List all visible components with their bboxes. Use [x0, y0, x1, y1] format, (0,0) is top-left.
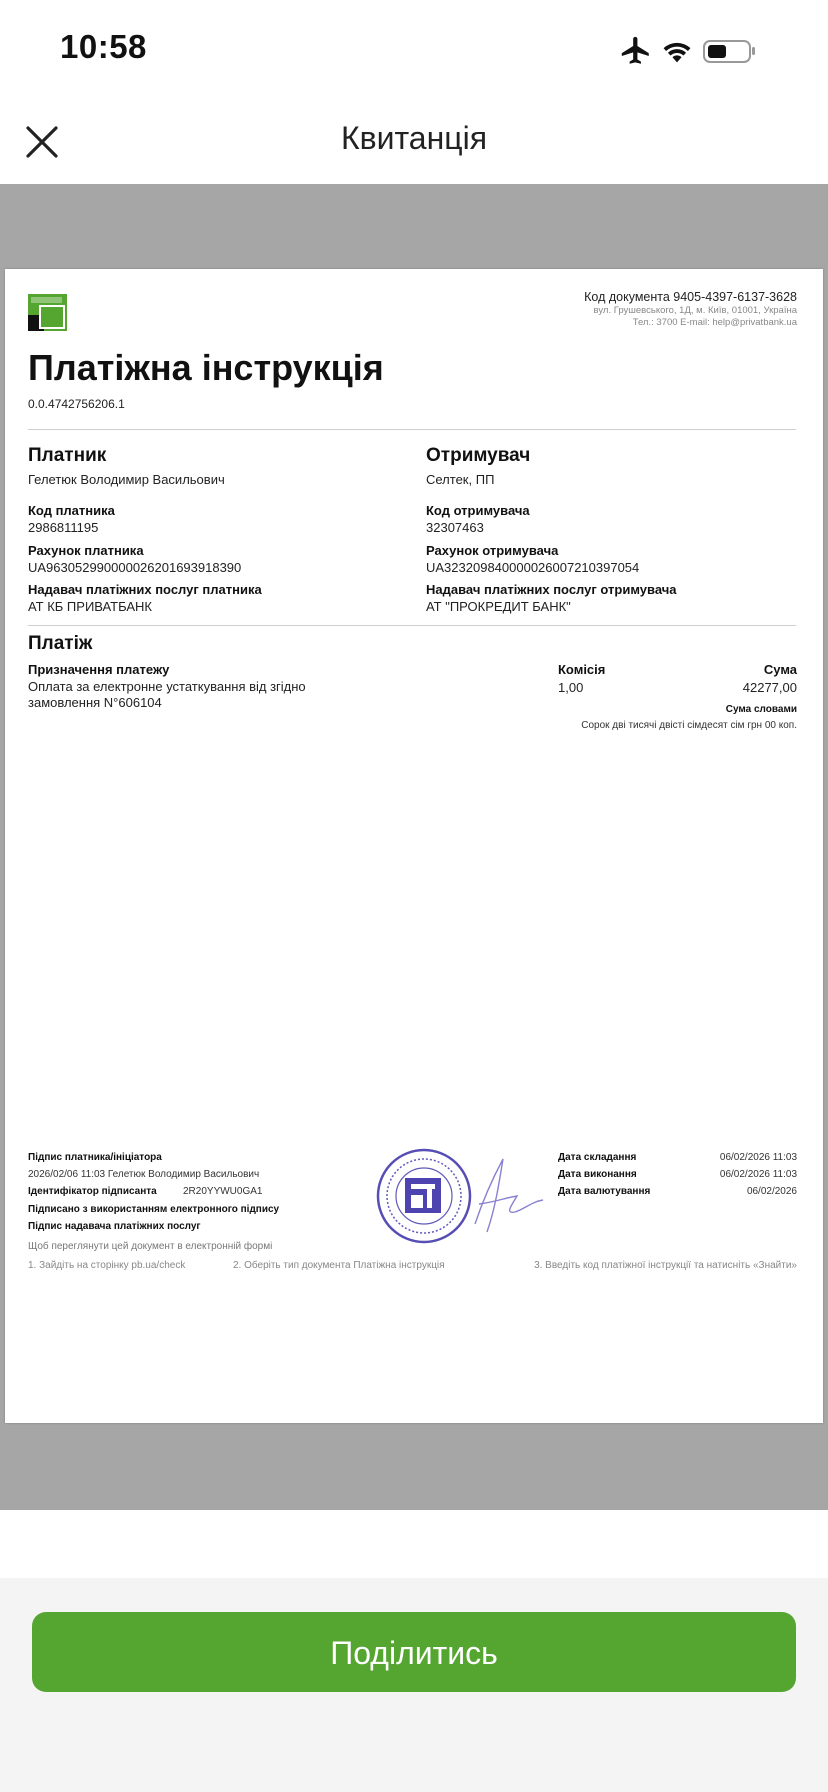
- receiver-account: UA323209840000026007210397054: [426, 560, 640, 575]
- page-title: Квитанція: [340, 120, 488, 156]
- document-title: Платіжна інструкція: [28, 347, 384, 388]
- status-bar: [0, 0, 828, 100]
- sum-label: Сума: [763, 662, 797, 677]
- status-time: 10:58: [60, 28, 147, 65]
- value-date-label: Дата валютування: [558, 1186, 651, 1197]
- payer-code: 2986811195: [28, 520, 99, 535]
- receiver-provider-label: Надавач платіжних послуг отримувача: [426, 582, 677, 597]
- sum-words: Сорок дві тисячі двісті сімдесят сім грн 00 коп.: [581, 720, 797, 731]
- provider-signature-label: Підпис надавача платіжних послуг: [28, 1221, 201, 1232]
- receiver-code-label: Код отримувача: [426, 503, 530, 518]
- document-number: 0.0.4742756206.1: [28, 397, 125, 411]
- privatbank-logo-icon: [28, 294, 67, 331]
- nav-bar: [0, 100, 828, 184]
- footer-hint: Щоб переглянути цей документ в електронній формі: [28, 1241, 273, 1252]
- receiver-provider: АТ "ПРОКРЕДИТ БАНК": [426, 599, 571, 614]
- footer-step-1: 1. Зайдіть на сторінку pb.ua/check: [28, 1260, 186, 1271]
- sum-words-label: Сума словами: [725, 704, 797, 715]
- created-date-label: Дата складання: [558, 1152, 637, 1163]
- commission-value: 1,00: [558, 680, 584, 695]
- divider: [28, 625, 796, 626]
- wifi-icon: [660, 34, 694, 68]
- receipt-document: [5, 269, 823, 1423]
- bank-contacts: Тел.: 3700 E-mail: help@privatbank.ua: [632, 317, 797, 328]
- signer-id-label: Ідентифікатор підписанта: [28, 1186, 157, 1197]
- payment-heading: Платіж: [28, 633, 93, 654]
- created-date: 06/02/2026 11:03: [719, 1152, 797, 1163]
- signer-value: 2026/02/06 11:03 Гелетюк Володимир Васильович: [28, 1169, 260, 1180]
- commission-label: Комісія: [558, 662, 606, 677]
- executed-date: 06/02/2026 11:03: [719, 1169, 797, 1180]
- payer-account: UA963052990000026201693918390: [28, 560, 242, 575]
- payment-purpose-line1: Оплата за електронне устаткування від згідно: [28, 679, 306, 694]
- bank-stamp-icon: [375, 1147, 473, 1245]
- payment-purpose-label: Призначення платежу: [28, 662, 170, 677]
- payer-heading: Платник: [28, 445, 107, 466]
- receiver-code: 32307463: [426, 520, 484, 535]
- footer-step-2: 2. Оберіть тип документа Платіжна інструкція: [233, 1260, 445, 1271]
- payer-code-label: Код платника: [28, 503, 115, 518]
- bank-address: вул. Грушевського, 1Д, м. Київ, 01001, Україна: [593, 305, 797, 316]
- airplane-icon: [618, 34, 654, 68]
- executed-date-label: Дата виконання: [558, 1169, 637, 1180]
- battery-icon: [702, 34, 758, 68]
- receiver-account-label: Рахунок отримувача: [426, 543, 559, 558]
- share-button[interactable]: Поділитись: [32, 1612, 796, 1692]
- payment-purpose-line2: замовлення N°606104: [28, 695, 162, 710]
- footer-step-3: 3. Введіть код платіжної інструкції та натисніть «Знайти»: [534, 1260, 797, 1271]
- signer-id-value: 2R20YYWU0GA1: [183, 1186, 263, 1197]
- payer-name: Гелетюк Володимир Васильович: [28, 472, 225, 487]
- payer-provider-label: Надавач платіжних послуг платника: [28, 582, 262, 597]
- handwritten-signature-icon: [465, 1154, 545, 1236]
- document-code: Код документа 9405-4397-6137-3628: [584, 290, 797, 304]
- sum-value: 42277,00: [742, 680, 797, 695]
- signed-electronically-note: Підписано з використанням електронного підпису: [28, 1204, 280, 1215]
- payer-account-label: Рахунок платника: [28, 543, 144, 558]
- signer-label: Підпис платника/ініціатора: [28, 1152, 162, 1163]
- divider: [28, 429, 796, 430]
- payer-provider: АТ КБ ПРИВАТБАНК: [28, 599, 152, 614]
- document-viewer[interactable]: [0, 184, 828, 1510]
- receiver-heading: Отримувач: [426, 445, 531, 466]
- bottom-bar: [0, 1578, 828, 1792]
- receiver-name: Селтек, ПП: [426, 472, 495, 487]
- value-date: 06/02/2026: [746, 1186, 797, 1197]
